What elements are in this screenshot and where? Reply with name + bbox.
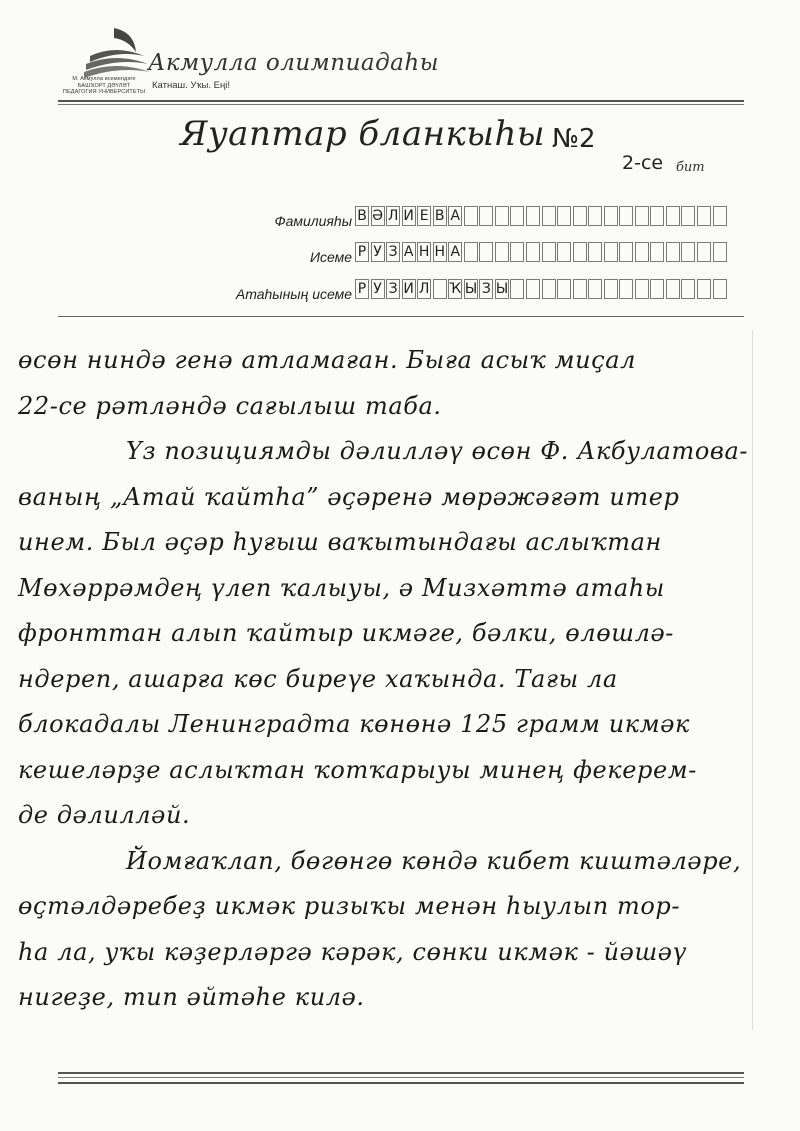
letter-cell[interactable] — [510, 279, 524, 299]
letter-cell[interactable] — [697, 206, 711, 226]
answer-line: өҫтәлдәребеҙ икмәк ризыҡы менән һыулып тор- — [18, 892, 681, 920]
letter-cell[interactable]: У — [371, 279, 385, 299]
answer-line: ндереп, ашарға көс биреүе хаҡында. Тағы ла — [18, 664, 618, 693]
letter-cell[interactable]: З — [386, 242, 400, 262]
letter-cell[interactable] — [681, 279, 695, 299]
letter-cell[interactable] — [542, 242, 556, 262]
form-title: Яуаптар бланкыһы — [180, 114, 546, 154]
letter-cell[interactable] — [681, 206, 695, 226]
answer-line: Мөхәррәмдең үлеп ҡалыуы, ә Мизхәттә атаһы — [18, 573, 665, 602]
footer-divider-bottom — [58, 1082, 744, 1084]
letter-cell[interactable] — [650, 242, 664, 262]
footer-divider — [58, 1072, 744, 1074]
answer-line: ваның „Атай ҡайтһа” әҫәренә мөрәжәғәт итер — [18, 482, 680, 511]
letter-cell[interactable] — [557, 242, 571, 262]
letter-cell[interactable]: Е — [417, 206, 431, 226]
answer-line: өсөн ниндә генә атламаған. Быға асыҡ миҫал — [18, 346, 637, 374]
page-word: бит — [676, 160, 705, 175]
olympiad-subtitle: Катнаш. Уҡы. Еңі! — [152, 80, 230, 91]
letter-cell[interactable] — [542, 279, 556, 299]
letter-cell[interactable] — [588, 279, 602, 299]
letter-cell[interactable] — [604, 279, 618, 299]
letter-cell[interactable] — [495, 206, 509, 226]
university-line: БАШҠОРТ ДӘҮЛӘТ — [77, 82, 131, 89]
patronymic-field[interactable] — [355, 279, 728, 299]
letter-cell[interactable]: В — [355, 206, 369, 226]
letter-cell[interactable] — [464, 242, 478, 262]
footer-divider-thin — [58, 1077, 744, 1078]
form-number: №2 — [552, 124, 596, 154]
answer-line: һа ла, уҡы кәҙерләргә кәрәк, сөнки икмәк - йәшәү — [18, 937, 687, 966]
letter-cell[interactable] — [588, 206, 602, 226]
letter-cell[interactable] — [697, 279, 711, 299]
letter-cell[interactable] — [604, 242, 618, 262]
answer-line: кешеләрҙе аслыҡтан ҡотҡарыуы минең фекерем- — [18, 755, 698, 784]
letter-cell[interactable] — [619, 242, 633, 262]
letter-cell[interactable]: И — [403, 208, 414, 224]
letter-cell[interactable] — [619, 206, 633, 226]
handwritten-answer — [18, 338, 758, 1021]
letter-cell[interactable] — [713, 279, 727, 299]
letter-cell[interactable] — [650, 279, 664, 299]
answer-line: де дәлилләй. — [18, 801, 191, 829]
letter-cell[interactable] — [635, 206, 649, 226]
letter-cell[interactable] — [479, 206, 493, 226]
letter-cell[interactable] — [510, 206, 524, 226]
letter-cell[interactable]: А — [402, 242, 416, 262]
letter-cell[interactable] — [635, 279, 649, 299]
letter-cell[interactable]: Ы — [495, 281, 509, 297]
letter-cell[interactable]: У — [371, 242, 385, 262]
letter-cell[interactable] — [588, 242, 602, 262]
letter-cell[interactable] — [542, 206, 556, 226]
letter-cell[interactable] — [526, 242, 540, 262]
answer-line: блокадалы Ленинградта көнөнә 125 грамм икмәк — [18, 710, 690, 738]
letter-cell[interactable] — [681, 242, 695, 262]
letter-cell[interactable]: И — [403, 281, 414, 297]
answer-line: фронттан алып ҡайтыр икмәге, бәлки, өлөшлә- — [18, 619, 674, 647]
letter-cell[interactable] — [666, 206, 680, 226]
letter-cell[interactable]: Н — [418, 244, 430, 260]
letter-cell[interactable] — [697, 242, 711, 262]
letter-cell[interactable] — [666, 279, 680, 299]
letter-cell[interactable] — [464, 206, 478, 226]
letter-cell[interactable] — [713, 242, 727, 262]
letter-cell[interactable] — [573, 242, 587, 262]
page-number: 2-се — [622, 152, 664, 174]
answer-line: инем. Был әҫәр һуғыш ваҡытындағы аслыҡтан — [18, 528, 662, 556]
first-name-label: Исеме — [309, 249, 352, 265]
surname-label: Фамилияһы — [274, 213, 352, 229]
letter-cell[interactable]: А — [448, 242, 462, 262]
letter-cell[interactable] — [479, 242, 493, 262]
header-divider-thin — [58, 104, 744, 105]
letter-cell[interactable] — [557, 279, 571, 299]
first-name-field[interactable] — [355, 242, 728, 262]
surname-field[interactable] — [355, 206, 728, 226]
form-divider — [58, 316, 744, 317]
letter-cell[interactable]: З — [386, 279, 400, 299]
letter-cell[interactable]: Ы — [464, 281, 478, 297]
letter-cell[interactable] — [433, 279, 447, 299]
patronymic-label: Атаһының исеме — [235, 286, 352, 302]
letter-cell[interactable] — [495, 242, 509, 262]
letter-cell[interactable] — [650, 206, 664, 226]
letter-cell[interactable]: В — [433, 206, 447, 226]
letter-cell[interactable]: З — [479, 279, 493, 299]
letter-cell[interactable]: Р — [355, 279, 369, 299]
letter-cell[interactable]: Н — [434, 244, 445, 260]
letter-cell[interactable]: Л — [418, 281, 430, 297]
header-divider — [58, 100, 744, 102]
letter-cell[interactable]: А — [448, 206, 462, 226]
letter-cell[interactable] — [573, 206, 587, 226]
letter-cell[interactable] — [666, 242, 680, 262]
olympiad-title: Акмулла олимпиадаһы — [148, 50, 439, 76]
letter-cell[interactable] — [573, 279, 587, 299]
answer-line: Йомғаҡлап, бөгөнгө көндә кибет киштәләре, — [126, 846, 742, 875]
letter-cell[interactable] — [713, 206, 727, 226]
letter-cell[interactable] — [526, 279, 540, 299]
answer-line: Үз позициямды дәлилләү өсөн Ф. Акбулатова- — [126, 437, 749, 465]
letter-cell[interactable]: Ҡ — [449, 281, 462, 297]
letter-cell[interactable] — [510, 242, 524, 262]
letter-cell[interactable]: Ә — [372, 208, 384, 224]
letter-cell[interactable]: Р — [355, 242, 369, 262]
letter-cell[interactable] — [619, 279, 633, 299]
answer-line: нигеҙе, тип әйтәһе килә. — [18, 983, 365, 1011]
letter-cell[interactable] — [557, 206, 571, 226]
answer-line: 22-се рәтләндә сағылыш таба. — [18, 391, 442, 420]
letter-cell[interactable] — [604, 206, 618, 226]
university-line: ПЕДАГОГИЯ УНИВЕРСИТЕТЫ — [62, 89, 146, 96]
university-name — [56, 76, 152, 96]
university-line: М. Акмулла исемендәге — [72, 76, 136, 82]
letter-cell[interactable] — [635, 242, 649, 262]
letter-cell[interactable]: Л — [387, 208, 399, 224]
letter-cell[interactable] — [526, 206, 540, 226]
